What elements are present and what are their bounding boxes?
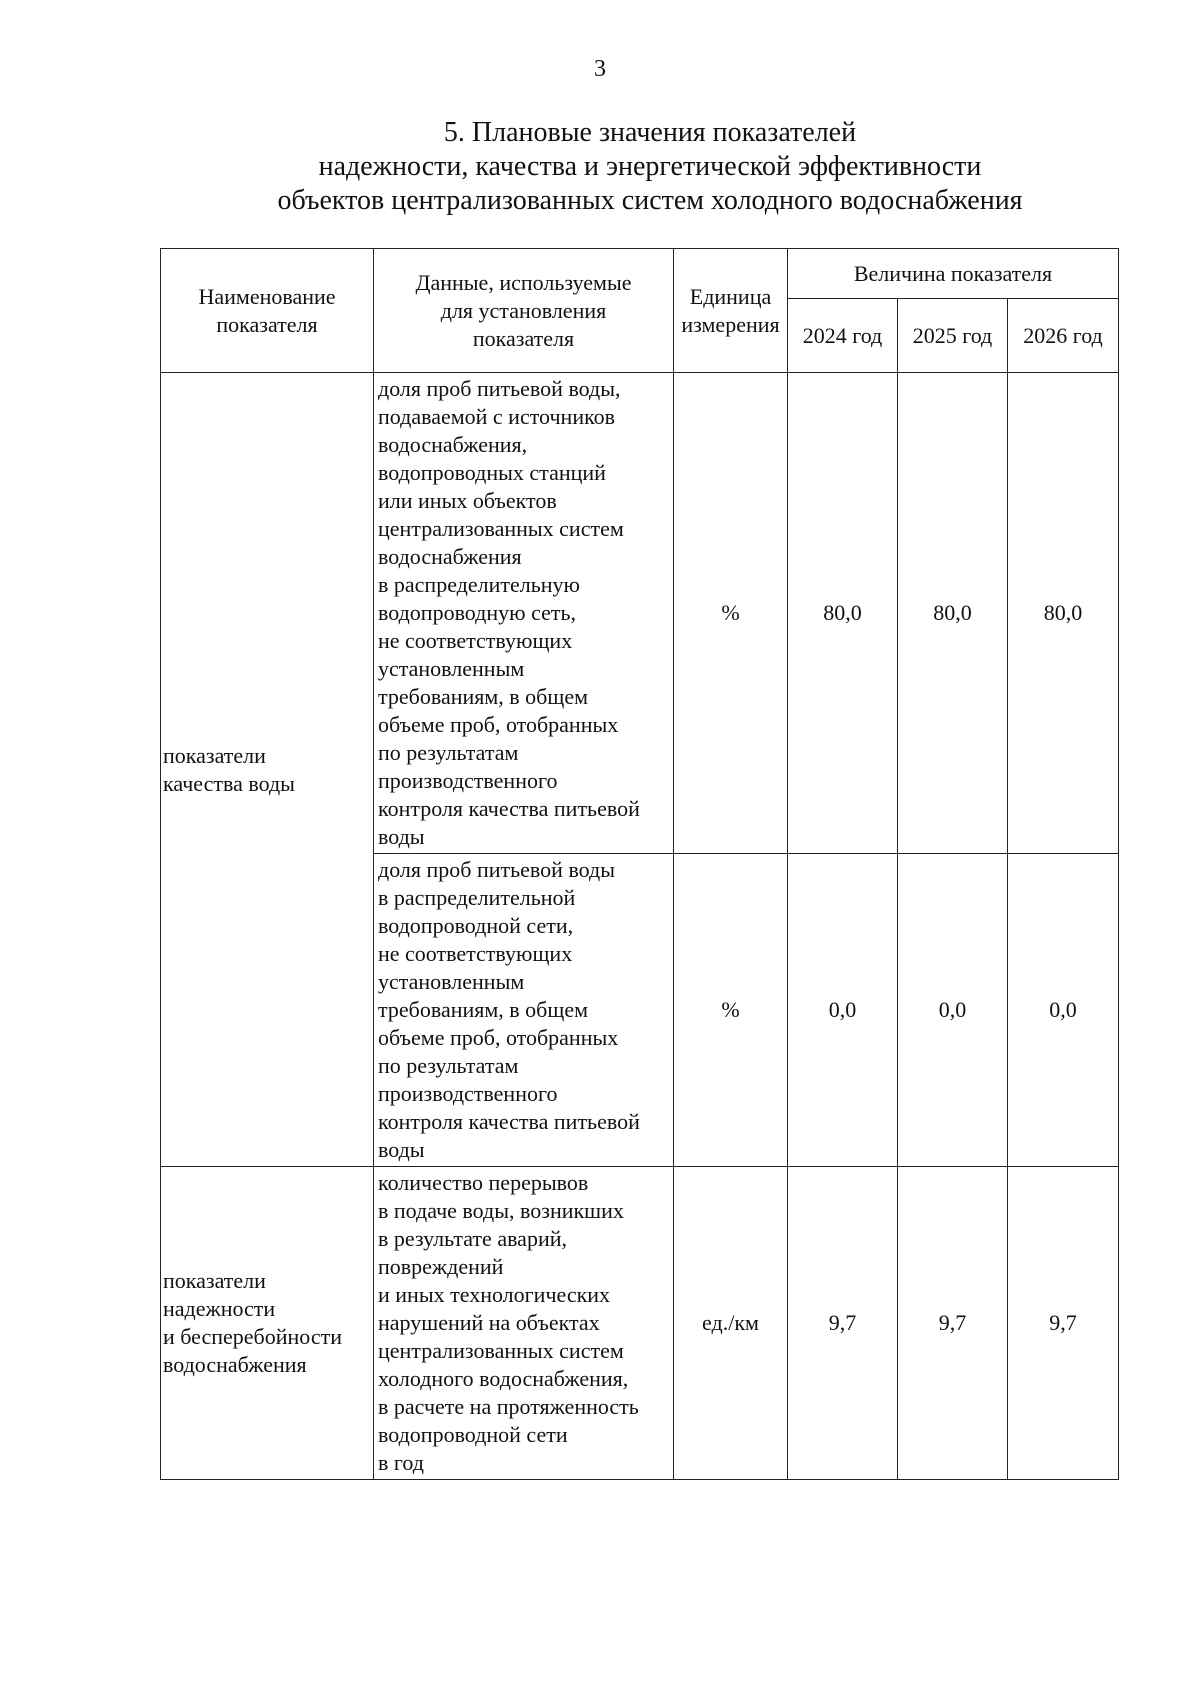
indicator-data-line: водопроводной сети, [378, 913, 574, 938]
section-title [200, 116, 1100, 218]
header-name: Наименование показателя [161, 249, 374, 373]
header-unit-line-1: Единица [689, 283, 772, 309]
indicator-data-line: контроля качества питьевой [378, 1109, 640, 1134]
header-unit-line-2: измерения [681, 311, 780, 337]
indicator-name-cell [161, 1167, 374, 1480]
indicator-data-line: воды [378, 1137, 425, 1162]
indicator-data-line: объеме проб, отобранных [378, 1025, 619, 1050]
table-row [161, 373, 1119, 854]
value-cell-2025: 80,0 [898, 373, 1008, 854]
indicator-data-line: в расчете на протяженность [378, 1394, 639, 1419]
table-row [161, 1167, 1119, 1480]
title-line-3: объектов централизованных систем холодного водоснабжения [277, 185, 1023, 216]
indicator-data-line: водопроводную сеть, [378, 600, 577, 625]
indicator-data-line: в распределительную [378, 572, 580, 597]
indicator-data-line: установленным [378, 969, 525, 994]
indicator-name-line: качества воды [163, 770, 295, 796]
header-unit [674, 249, 788, 373]
indicator-data-line: или иных объектов [378, 488, 557, 513]
title-line-1: 5. Плановые значения показателей [443, 117, 857, 148]
indicator-data-line: в распределительной [378, 885, 576, 910]
table-body [161, 373, 1119, 1480]
indicator-data-line: нарушений на объектах [378, 1310, 600, 1335]
unit-cell: ед./км [674, 1167, 788, 1480]
indicator-data-line: объеме проб, отобранных [378, 712, 619, 737]
indicator-data-line: доля проб питьевой воды [378, 857, 616, 882]
unit-cell: % [674, 373, 788, 854]
indicator-data-line: производственного [378, 1081, 558, 1106]
indicator-data-line: централизованных систем [378, 516, 624, 541]
indicator-data-line: централизованных систем [378, 1338, 624, 1363]
header-data: Данные, используемые для установления показателя [374, 249, 674, 373]
indicator-data-line: контроля качества питьевой [378, 796, 640, 821]
value-cell-2024: 9,7 [788, 1167, 898, 1480]
value-cell-2026: 80,0 [1008, 373, 1119, 854]
value-cell-2024: 0,0 [788, 854, 898, 1167]
indicator-data-line: производственного [378, 768, 558, 793]
indicator-data-line: по результатам [378, 1053, 519, 1078]
indicator-data-line: доля проб питьевой воды, [378, 376, 621, 401]
indicator-name-line: и бесперебойности [163, 1324, 342, 1349]
indicator-name-line: показатели [163, 742, 266, 768]
page-number: 3 [594, 56, 606, 82]
indicators-table [160, 248, 1119, 1480]
indicator-data-line: водопроводных станций [378, 460, 606, 485]
indicator-data-line: воды [378, 824, 425, 849]
value-cell-2025: 0,0 [898, 854, 1008, 1167]
indicator-data-line: не соответствующих [378, 628, 573, 653]
indicator-data-line: повреждений [378, 1254, 504, 1279]
value-cell-2026: 9,7 [1008, 1167, 1119, 1480]
indicator-data-line: водоснабжения [378, 544, 522, 569]
indicator-data-line: подаваемой с источников [378, 404, 616, 429]
indicator-data-line: в год [378, 1450, 424, 1475]
value-cell-2024: 80,0 [788, 373, 898, 854]
indicator-data-line: количество перерывов [378, 1170, 589, 1195]
indicator-data-line: по результатам [378, 740, 519, 765]
indicator-data-line: водоснабжения, [378, 432, 528, 457]
unit-cell: % [674, 854, 788, 1167]
indicator-data-line: требованиям, в общем [378, 997, 588, 1022]
header-year-2025: 2025 год [898, 299, 1008, 373]
indicator-data-line: требованиям, в общем [378, 684, 588, 709]
indicator-data-line: и иных технологических [378, 1282, 611, 1307]
header-value-group: Величина показателя [788, 249, 1119, 299]
indicator-data-line: установленным [378, 656, 525, 681]
title-line-2: надежности, качества и энергетической эффективности [318, 151, 982, 182]
indicator-data-cell [374, 1167, 674, 1480]
indicator-data-line: в результате аварий, [378, 1226, 567, 1251]
indicator-name-line: водоснабжения [163, 1352, 307, 1377]
indicator-data-line: холодного водоснабжения, [378, 1366, 629, 1391]
indicator-data-line: не соответствующих [378, 941, 573, 966]
indicator-data-cell [374, 854, 674, 1167]
value-cell-2026: 0,0 [1008, 854, 1119, 1167]
indicator-data-cell [374, 373, 674, 854]
indicator-data-line: в подаче воды, возникших [378, 1198, 624, 1223]
header-year-2024: 2024 год [788, 299, 898, 373]
indicator-name-line: показатели [163, 1268, 266, 1293]
header-year-2026: 2026 год [1008, 299, 1119, 373]
indicator-data-line: водопроводной сети [378, 1422, 568, 1447]
indicator-name-line: надежности [163, 1296, 276, 1321]
value-cell-2025: 9,7 [898, 1167, 1008, 1480]
indicator-name-cell [161, 373, 374, 1167]
